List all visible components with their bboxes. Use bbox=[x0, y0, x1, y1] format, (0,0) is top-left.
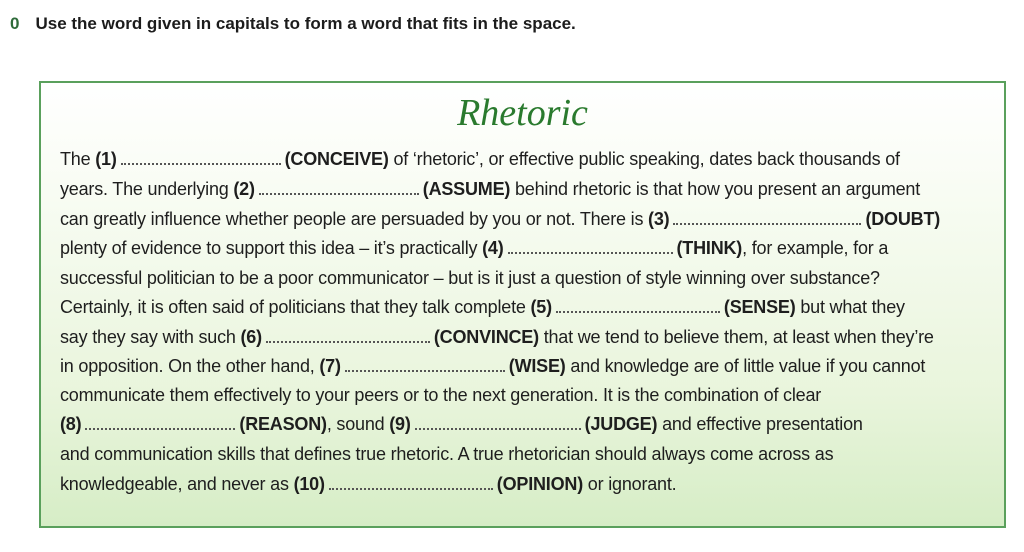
keyword-4: (THINK) bbox=[676, 238, 743, 258]
blank-9[interactable] bbox=[415, 417, 581, 430]
keyword-2: (ASSUME) bbox=[422, 179, 511, 199]
text-line-6: Certainly, it is often said of politicians that they talk complete (5) (SENSE) but what they bbox=[60, 297, 905, 317]
text-line-3: can greatly influence whether people are persuaded by you or not. There is (3) (DOUBT) bbox=[60, 209, 941, 229]
gap-number-4: (4) bbox=[482, 238, 504, 258]
blank-7[interactable] bbox=[345, 359, 505, 372]
keyword-9: (JUDGE) bbox=[584, 414, 658, 434]
blank-1[interactable] bbox=[121, 152, 281, 165]
keyword-6: (CONVINCE) bbox=[433, 327, 539, 347]
text-line-11: and communication skills that defines true rhetoric. A true rhetorician should always come across as bbox=[60, 444, 834, 464]
blank-5[interactable] bbox=[556, 300, 720, 313]
exercise-number: 0 bbox=[10, 14, 20, 33]
blank-3[interactable] bbox=[673, 212, 861, 225]
text-line-2: years. The underlying (2) (ASSUME) behind rhetoric is that how you present an argument bbox=[60, 179, 921, 199]
gap-number-6: (6) bbox=[240, 327, 262, 347]
exercise-box bbox=[39, 81, 1006, 528]
blank-10[interactable] bbox=[329, 477, 493, 490]
keyword-5: (SENSE) bbox=[723, 297, 796, 317]
text-line-5: successful politician to be a poor communicator – but is it just a question of style winning over substance? bbox=[60, 268, 880, 288]
keyword-7: (WISE) bbox=[508, 356, 566, 376]
text-line-7: say they say with such (6) (CONVINCE) that we tend to believe them, at least when they’re bbox=[60, 327, 934, 347]
gap-number-9: (9) bbox=[389, 414, 411, 434]
text-line-12: knowledgeable, and never as (10) (OPINION) or ignorant. bbox=[60, 474, 677, 494]
gap-number-7: (7) bbox=[319, 356, 341, 376]
instruction-text: Use the word given in capitals to form a word that fits in the space. bbox=[35, 14, 576, 33]
text-line-9: communicate them effectively to your peers or to the next generation. It is the combination of clear bbox=[60, 385, 822, 405]
blank-4[interactable] bbox=[508, 241, 673, 254]
keyword-10: (OPINION) bbox=[496, 474, 583, 494]
text-line-4: plenty of evidence to support this idea – it’s practically (4) (THINK), for example, for a bbox=[60, 238, 889, 258]
keyword-8: (REASON) bbox=[239, 414, 327, 434]
gap-number-2: (2) bbox=[233, 179, 255, 199]
text-line-8: in opposition. On the other hand, (7) (WISE) and knowledge are of little value if you cannot bbox=[60, 356, 926, 376]
instruction bbox=[10, 14, 576, 34]
gap-number-1: (1) bbox=[95, 149, 117, 169]
gap-number-8: (8) bbox=[60, 414, 82, 434]
blank-8[interactable] bbox=[85, 417, 235, 430]
keyword-3: (DOUBT) bbox=[865, 209, 941, 229]
gap-number-5: (5) bbox=[530, 297, 552, 317]
blank-6[interactable] bbox=[266, 330, 430, 343]
exercise-title: Rhetoric bbox=[457, 92, 588, 134]
keyword-1: (CONCEIVE) bbox=[284, 149, 389, 169]
blank-2[interactable] bbox=[259, 182, 419, 195]
text-line-1: The (1) (CONCEIVE) of ‘rhetoric’, or effective public speaking, dates back thousands of bbox=[60, 149, 900, 169]
text-line-10: (8) (REASON), sound (9) (JUDGE) and effective presentation bbox=[60, 414, 863, 434]
gap-number-10: (10) bbox=[293, 474, 325, 494]
gap-number-3: (3) bbox=[648, 209, 670, 229]
